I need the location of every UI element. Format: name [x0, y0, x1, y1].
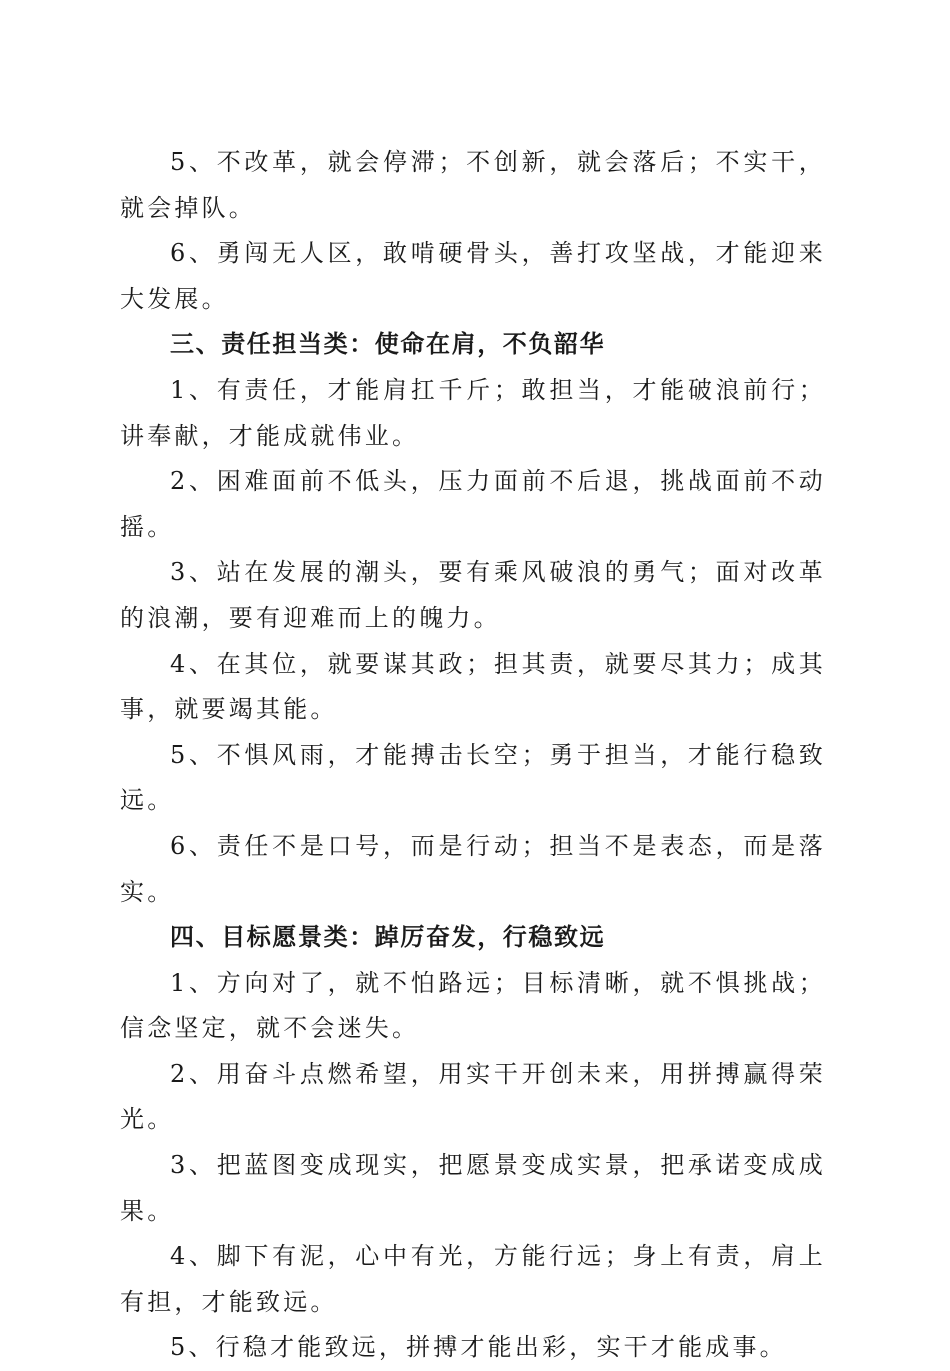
paragraph-responsibility-2: 2、困难面前不低头，压力面前不后退，挑战面前不动摇。 [120, 467, 826, 541]
paragraph-responsibility-4: 4、在其位，就要谋其政；担其责，就要尽其力；成其事，就要竭其能。 [120, 649, 826, 724]
section-heading-responsibility: 三、责任担当类：使命在肩，不负韶华 [170, 330, 606, 359]
section-heading-vision: 四、目标愿景类：踔厉奋发，行稳致远 [170, 923, 606, 952]
paragraph-reform-5: 5、不改革，就会停滞；不创新，就会落后；不实干，就会掉队。 [120, 148, 826, 222]
paragraph-responsibility-5: 5、不惧风雨，才能搏击长空；勇于担当，才能行稳致远。 [120, 740, 826, 815]
paragraph-vision-4: 4、脚下有泥，心中有光，方能行远；身上有责，肩上有担，才能致远。 [120, 1242, 826, 1316]
paragraph-vision-3: 3、把蓝图变成现实，把愿景变成实景，把承诺变成成果。 [120, 1151, 826, 1225]
paragraph-reform-6: 6、勇闯无人区，敢啃硬骨头，善打攻坚战，才能迎来大发展。 [120, 239, 826, 313]
paragraph-vision-2: 2、用奋斗点燃希望，用实干开创未来，用拼搏赢得荣光。 [120, 1059, 826, 1134]
paragraph-responsibility-6: 6、责任不是口号，而是行动；担当不是表态，而是落实。 [120, 831, 826, 906]
paragraph-vision-1: 1、方向对了，就不怕路远；目标清晰，就不惧挑战；信念坚定，就不会迷失。 [120, 968, 826, 1043]
paragraph-responsibility-1: 1、有责任，才能肩扛千斤；敢担当，才能破浪前行；讲奉献，才能成就伟业。 [120, 375, 826, 450]
paragraph-responsibility-3: 3、站在发展的潮头，要有乘风破浪的勇气；面对改革的浪潮，要有迎难而上的魄力。 [120, 558, 826, 632]
document-body [120, 140, 826, 1371]
paragraph-vision-5: 5、行稳才能致远，拼搏才能出彩，实干才能成事。 [170, 1333, 787, 1362]
